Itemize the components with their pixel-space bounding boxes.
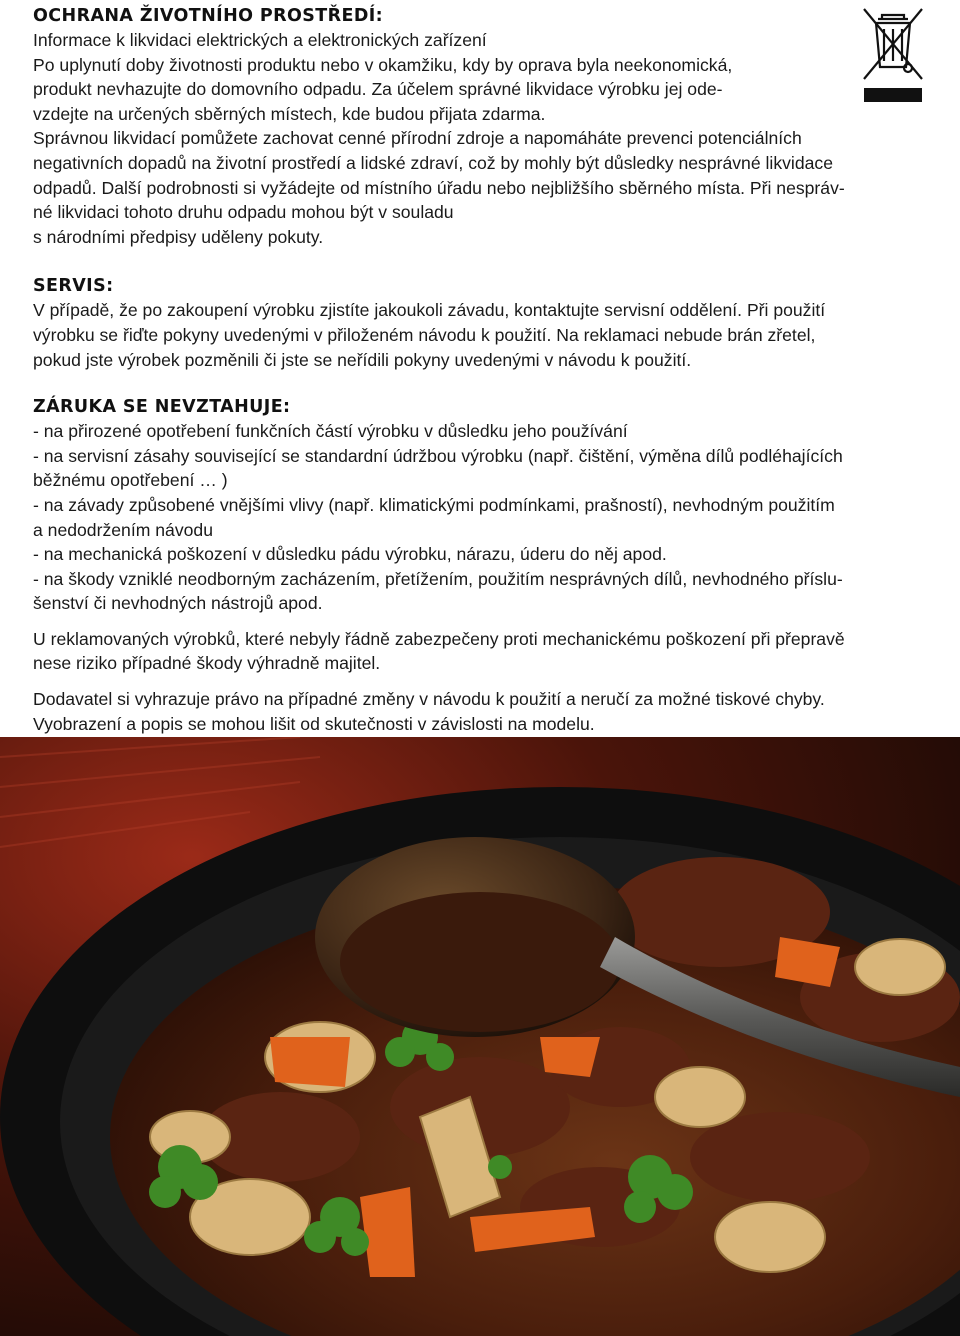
environment-line: negativních dopadů na životní prostředí a lidské zdraví, což by mohly být důsledky nesprávné likvidace <box>33 152 833 173</box>
transport-note-line: U reklamovaných výrobků, které nebyly řádně zabezpečeny proti mechanickému poškození při přepravě <box>33 628 845 649</box>
environment-line: produkt nevhazujte do domovního odpadu. Za účelem správné likvidace výrobku jej ode- <box>33 79 723 100</box>
manual-text <box>33 4 928 736</box>
service-title: SERVIS: <box>33 276 114 297</box>
service-line: V případě, že po zakoupení výrobku zjistíte jakoukoli závadu, kontaktujte servisní oddělení. Při použití <box>33 300 826 321</box>
list-item: - na servisní zásahy související se standardní údržbou výrobku (např. čištění, výměna dílů podléhajících běžnému opotřebení … ) <box>33 445 843 491</box>
list-item: - na závady způsobené vnějšími vlivy (např. klimatickými podmínkami, prašností), nevhodným použitím a nedodržením návodu <box>33 494 835 540</box>
environment-line: Správnou likvidací pomůžete zachovat cenné přírodní zdroje a napomáháte prevenci potenciálních <box>33 128 802 149</box>
warranty-title: ZÁRUKA SE NEVZTAHUJE: <box>33 397 291 418</box>
environment-line: s národními předpisy uděleny pokuty. <box>33 226 324 247</box>
environment-line: Po uplynutí doby životnosti produktu nebo v okamžiku, kdy by oprava byla neekonomická, <box>33 54 733 75</box>
environment-line: odpadů. Další podrobnosti si vyžádejte od místního úřadu nebo nejbližšího sběrného místa. Při nespráv- <box>33 177 845 198</box>
service-line: výrobku se řiďte pokyny uvedenými v přiloženém návodu k použití. Na reklamaci nebude brán zřetel, <box>33 324 816 345</box>
disclaimer-line: Vyobrazení a popis se mohou lišit od skutečnosti v závislosti na modelu. <box>33 713 595 734</box>
warranty-exclusions-list <box>33 419 928 616</box>
stew-photo <box>0 737 960 1336</box>
list-item: - na mechanická poškození v důsledku pádu výrobku, nárazu, úderu do něj apod. <box>33 544 667 565</box>
environment-line: Informace k likvidaci elektrických a elektronických zařízení <box>33 30 487 50</box>
environment-line: né likvidaci tohoto druhu odpadu mohou být v souladu <box>33 202 454 223</box>
environment-line: vzdejte na určených sběrných místech, kde budou přijata zdarma. <box>33 103 546 124</box>
disclaimer-line: Dodavatel si vyhrazuje právo na případné změny v návodu k použití a neručí za možné tiskové chyby. <box>33 689 825 710</box>
list-item: - na škody vzniklé neodborným zacházením, přetížením, použitím nesprávných dílů, nevhodného příslu- šenství či nevhodných nástrojů apod. <box>33 568 843 614</box>
transport-note-line: nese riziko případné škody výhradně majitel. <box>33 653 381 674</box>
crossed-out-wheelie-bin-icon <box>860 5 926 103</box>
service-line: pokud jste výrobek pozměnili či jste se neřídili pokyny uvedenými v návodu k použití. <box>33 349 692 370</box>
list-item: - na přirozené opotřebení funkčních částí výrobku v důsledku jeho používání <box>33 421 628 442</box>
environment-title: OCHRANA ŽIVOTNÍHO PROSTŘEDÍ: <box>33 6 384 26</box>
